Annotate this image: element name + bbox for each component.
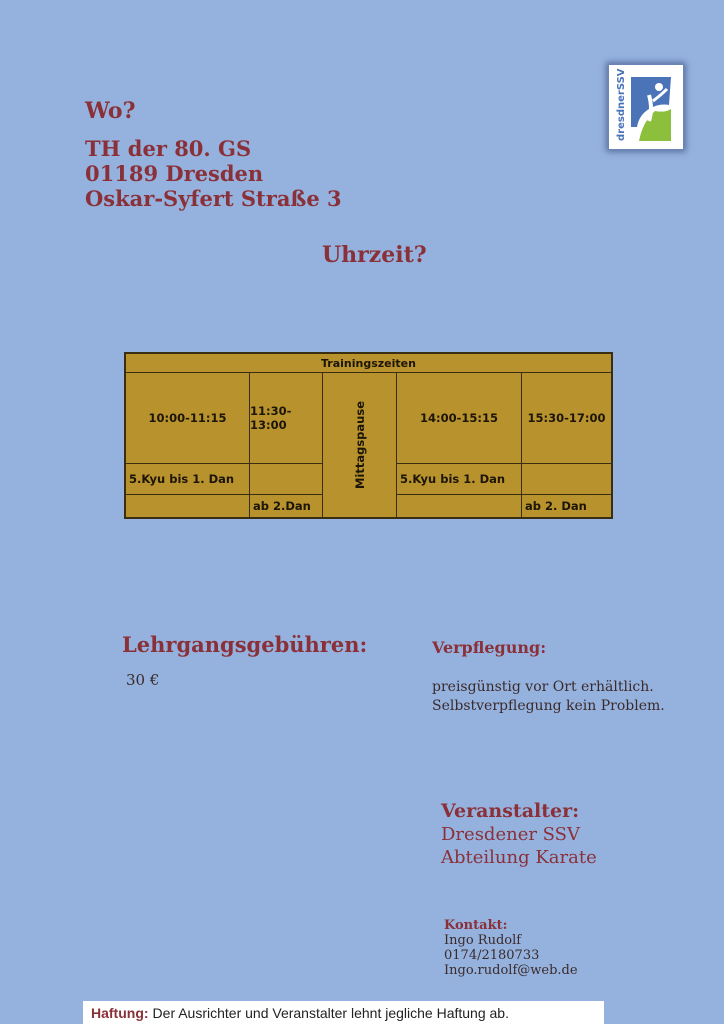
address-line: TH der 80. GS bbox=[85, 136, 252, 161]
group-cell: 5.Kyu bis 1. Dan bbox=[126, 464, 250, 495]
location-heading: Wo? bbox=[85, 98, 136, 124]
disclaimer-text: Der Ausrichter und Veranstalter lehnt jegliche Haftung ab. bbox=[152, 1004, 509, 1021]
break-label: Mittagspause bbox=[352, 400, 367, 490]
catering-line: preisgünstig vor Ort erhältlich. bbox=[432, 679, 654, 695]
empty-cell bbox=[250, 464, 323, 495]
empty-cell bbox=[126, 495, 250, 517]
dresdner-ssv-logo bbox=[608, 64, 684, 150]
time-heading: Uhrzeit? bbox=[322, 242, 427, 268]
catering-heading: Verpflegung: bbox=[432, 638, 547, 657]
schedule-table bbox=[124, 352, 613, 519]
contact-details bbox=[444, 933, 578, 978]
catering-line: Selbstverpflegung kein Problem. bbox=[432, 698, 665, 714]
time-slot: 11:30-13:00 bbox=[250, 373, 323, 464]
logo-figure-icon bbox=[609, 65, 683, 149]
time-slot: 15:30-17:00 bbox=[522, 373, 611, 464]
organizer-heading: Veranstalter: bbox=[441, 800, 580, 822]
disclaimer-label: Haftung: bbox=[91, 1004, 149, 1021]
logo-text: dresdnerSSV bbox=[616, 68, 627, 141]
group-cell: ab 2.Dan bbox=[250, 495, 323, 517]
organizer-text bbox=[441, 823, 597, 869]
group-cell: 5.Kyu bis 1. Dan bbox=[397, 464, 522, 495]
time-slot: 14:00-15:15 bbox=[397, 373, 522, 464]
fees-value: 30 € bbox=[126, 671, 160, 689]
time-slot: 10:00-11:15 bbox=[126, 373, 250, 464]
disclaimer-bar bbox=[83, 1001, 604, 1024]
fees-heading: Lehrgangsgebühren: bbox=[122, 632, 368, 657]
address-line: 01189 Dresden bbox=[85, 161, 264, 186]
table-title: Trainingszeiten bbox=[126, 354, 611, 373]
organizer-line: Abteilung Karate bbox=[441, 847, 597, 868]
location-address bbox=[85, 136, 342, 211]
catering-text bbox=[432, 678, 665, 716]
contact-heading: Kontakt: bbox=[444, 918, 508, 933]
group-cell: ab 2. Dan bbox=[525, 499, 587, 513]
contact-phone: 0174/2180733 bbox=[444, 948, 540, 963]
empty-cell bbox=[522, 464, 611, 495]
contact-name: Ingo Rudolf bbox=[444, 933, 522, 948]
break-cell bbox=[323, 373, 397, 517]
contact-email: Ingo.rudolf@web.de bbox=[444, 963, 578, 978]
organizer-line: Dresdener SSV bbox=[441, 824, 581, 845]
empty-cell bbox=[397, 495, 522, 517]
address-line: Oskar-Syfert Straße 3 bbox=[85, 186, 342, 211]
